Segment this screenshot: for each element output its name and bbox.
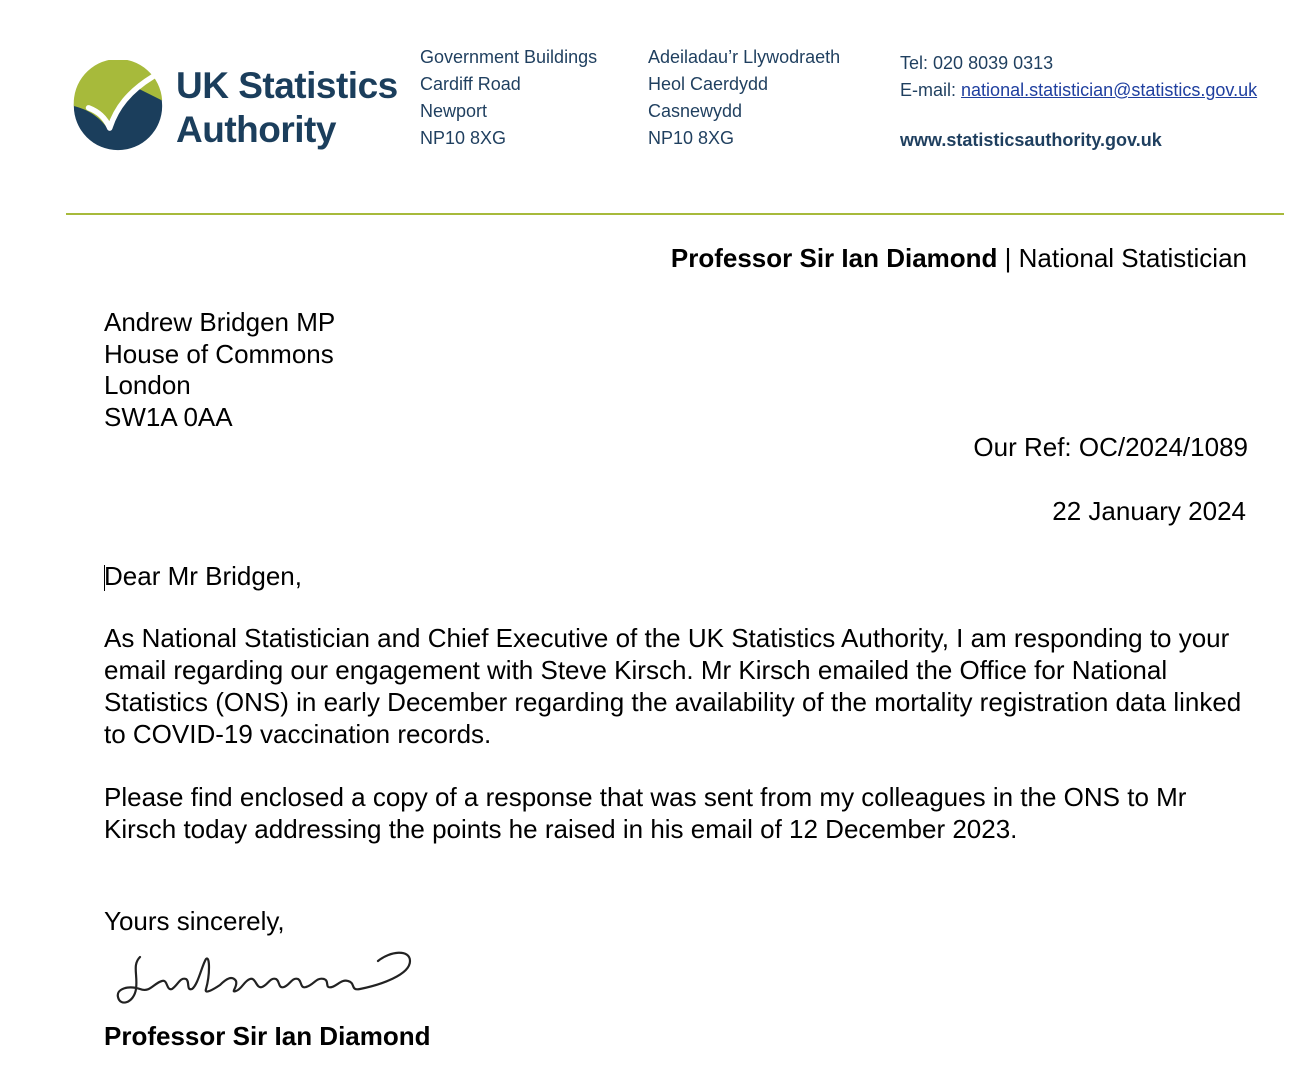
address-line: Heol Caerdydd — [648, 74, 769, 94]
recipient-line: Andrew Bridgen MP — [104, 307, 336, 337]
recipient-line: House of Commons — [104, 338, 334, 369]
sender-name: Professor Sir Ian Diamond — [670, 243, 998, 273]
recipient-line: London — [104, 370, 191, 400]
logo-line-2: Authority — [176, 109, 336, 150]
signatory-name: Professor Sir Ian Diamond — [104, 1021, 431, 1051]
salutation: Dear Mr Bridgen, — [104, 561, 302, 591]
website-link[interactable]: www.statisticsauthority.gov.uk — [900, 130, 1162, 150]
header-divider — [66, 213, 1284, 215]
contact-details — [900, 50, 1257, 104]
recipient-line: SW1A 0AA — [104, 401, 233, 432]
address-line: Cardiff Road — [420, 74, 521, 94]
email-label: E-mail: — [900, 80, 957, 100]
sender-line — [671, 242, 1247, 274]
uk-statistics-authority-logo-icon — [72, 60, 164, 152]
body-paragraph-2: Please find enclosed a copy of a response that was sent from my colleagues in the ONS to Mr Kirsch today addressing the points he raised in his email of 12 December 2023. — [104, 782, 1187, 844]
email-line — [900, 77, 1257, 104]
telephone-line — [900, 50, 1257, 77]
reference-number: Our Ref: OC/2024/1089 — [973, 432, 1248, 462]
logo-wordmark — [176, 64, 398, 152]
sender-title: National Statistician — [1018, 243, 1247, 273]
address-line: Newport — [420, 101, 488, 121]
sender-separator: | — [1004, 243, 1012, 273]
address-english — [420, 44, 597, 152]
letter-date: 22 January 2024 — [1052, 496, 1246, 526]
recipient-address — [104, 307, 335, 433]
address-line: Government Buildings — [420, 47, 598, 67]
signature-icon — [110, 945, 420, 1015]
logo-line-1: UK Statistics — [176, 65, 398, 106]
tel-label: Tel: — [900, 53, 929, 73]
address-line: NP10 8XG — [420, 128, 507, 148]
body-paragraph-1: As National Statistician and Chief Executive of the UK Statistics Authority, I am responding to your email regarding our engagement with Steve Kirsch. Mr Kirsch emailed the Office for National Statistics (ONS) in early December regarding the availability of the mortality registration data linked to COVID-19 vaccination records. — [104, 623, 1242, 749]
email-link[interactable]: national.statistician@statistics.gov.uk — [961, 80, 1258, 100]
address-line: Adeiladau’r Llywodraeth — [648, 47, 841, 67]
closing: Yours sincerely, — [104, 906, 285, 936]
address-welsh — [648, 44, 840, 152]
address-line: Casnewydd — [648, 101, 743, 121]
address-line: NP10 8XG — [648, 128, 735, 148]
tel-number: 020 8039 0313 — [933, 53, 1054, 73]
